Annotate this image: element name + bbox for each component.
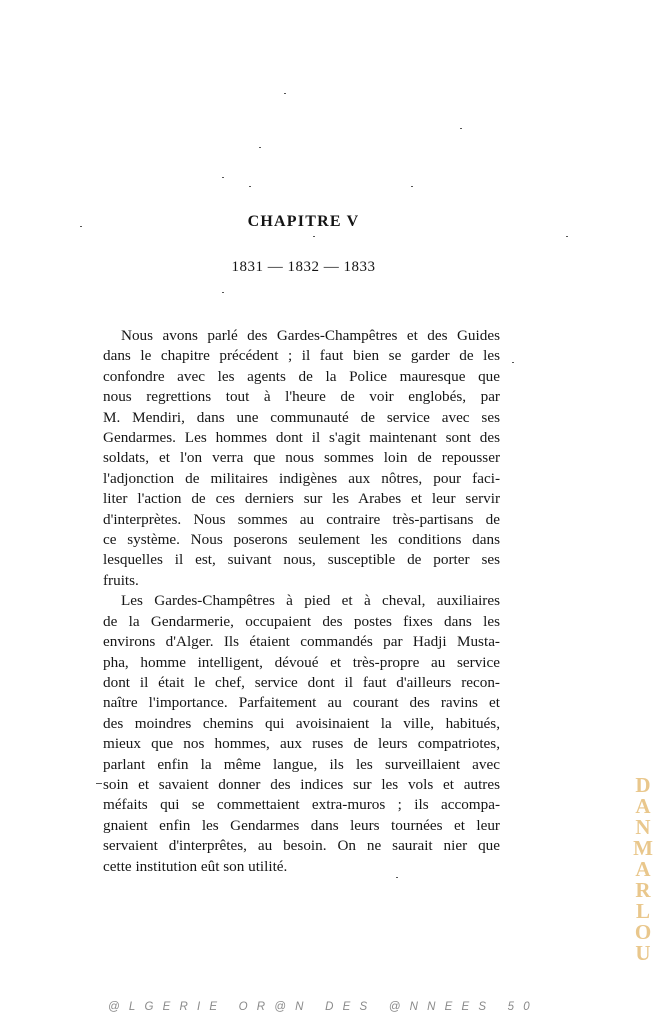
- scan-speck: [396, 877, 398, 878]
- text-line: servaient d'interprêtes, au besoin. On ne saurait nier que: [103, 837, 500, 855]
- text-line: méfaits qui se commettaient extra-muros ; ils accompa-: [103, 796, 500, 814]
- text-line: M. Mendiri, dans une communauté de service avec ses: [103, 408, 500, 426]
- watermark-letter: A: [635, 857, 651, 881]
- watermark-letter: R: [635, 878, 651, 902]
- footer-caption: @LGERIE OR@N DES @NNEES 50: [108, 1001, 539, 1013]
- text-line: cette institution eût son utilité.: [103, 857, 288, 875]
- text-line: lesquelles il est, suivant nous, susceptible de porter ses: [103, 551, 500, 569]
- text-line: fruits.: [103, 571, 139, 589]
- body-text: [103, 326, 500, 877]
- scan-speck: [96, 783, 102, 784]
- scan-speck: [249, 186, 251, 187]
- watermark-letter: O: [634, 920, 652, 944]
- scan-speck: [259, 147, 261, 148]
- text-line: parlant enfin la même langue, ils les surveillaient avec: [103, 755, 500, 773]
- text-line: liter l'action de ces derniers sur les Arabes et leur servir: [103, 490, 500, 508]
- scan-speck: [222, 177, 224, 178]
- watermark-letter: M: [633, 836, 653, 860]
- watermark-letter: A: [635, 794, 651, 818]
- text-line: environs d'Alger. Ils étaient commandés par Hadji Musta-: [103, 633, 500, 651]
- chapter-years: 1831 — 1832 — 1833: [231, 259, 376, 275]
- scan-speck: [411, 186, 413, 187]
- watermark-letter: L: [635, 899, 650, 923]
- watermark-letter: D: [635, 773, 651, 797]
- text-line: ce système. Nous poserons seulement les conditions dans: [103, 531, 500, 549]
- scan-speck: [460, 128, 462, 129]
- text-line: Gendarmes. Les hommes dont il s'agit maintenant sont des: [103, 429, 500, 447]
- text-line: Les Gardes-Champêtres à pied et à cheval, auxiliaires: [121, 592, 500, 610]
- text-line: dans le chapitre précédent ; il faut bien se garder de les: [103, 347, 500, 365]
- scan-speck: [284, 93, 286, 94]
- text-line: l'adjonction de militaires indigènes aux nôtres, pour faci-: [103, 469, 500, 487]
- watermark-letter: N: [635, 815, 651, 839]
- text-line: mieux que nos hommes, aux ruses de leurs compatriotes,: [103, 735, 500, 753]
- scan-speck: [80, 226, 82, 227]
- text-line: des moindres chemins qui avoisinaient la ville, habitués,: [103, 714, 500, 732]
- text-line: gnaient enfin les Gendarmes dans leurs tournées et leur: [103, 816, 500, 834]
- text-line: pha, homme intelligent, dévoué et très-propre au service: [103, 653, 500, 671]
- scan-speck: [222, 292, 224, 293]
- text-line: Nous avons parlé des Gardes-Champêtres et des Guides: [121, 327, 500, 344]
- text-line: soin et savaient donner des indices sur les vols et autres: [103, 775, 500, 793]
- watermark-letter: U: [635, 941, 651, 965]
- text-line: soldats, et l'on verra que nous sommes loin de repousser: [103, 449, 500, 467]
- text-line: dont il était le chef, service dont il faut d'ailleurs recon-: [103, 673, 500, 691]
- scan-speck: [313, 236, 315, 237]
- chapter-title: CHAPITRE V: [247, 213, 360, 230]
- text-line: naître l'importance. Parfaitement au courant des ravins et: [103, 694, 500, 712]
- text-line: confondre avec les agents de la Police mauresque que: [103, 367, 500, 385]
- text-line: d'interprètes. Nous sommes au contraire très-partisans de: [103, 510, 500, 528]
- watermark-vertical: [633, 775, 653, 964]
- text-line: nous regrettions tout à l'heure de voir englobés, par: [103, 388, 500, 406]
- text-line: de la Gendarmerie, occupaient des postes fixes dans les: [103, 612, 500, 630]
- scan-speck: [512, 362, 514, 363]
- scan-speck: [566, 236, 568, 237]
